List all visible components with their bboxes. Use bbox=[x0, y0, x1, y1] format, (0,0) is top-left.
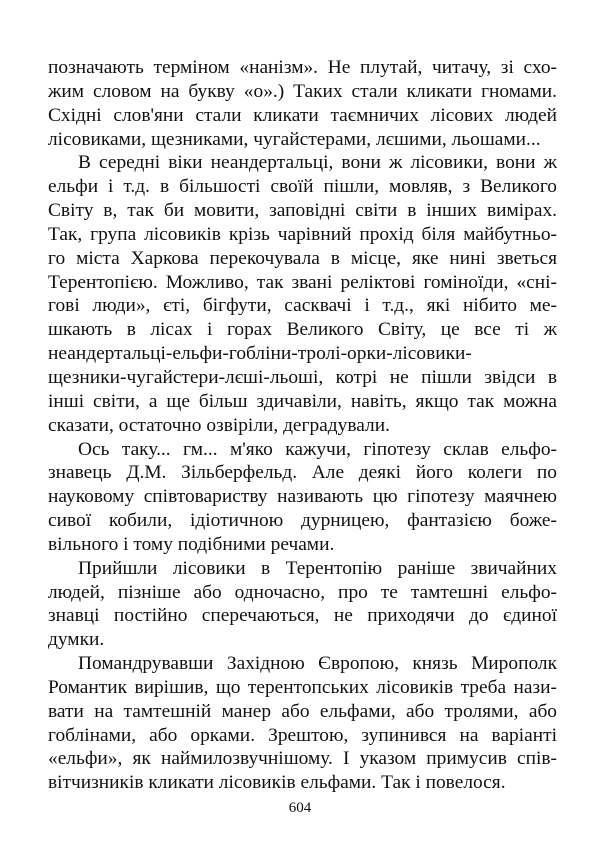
text-line: ельфи і т.д. в більшості своїй пішли, мовляв, з Великого bbox=[48, 176, 557, 198]
text-line: гові люди», єті, бігфути, сасквачі і т.д., які нібито ме- bbox=[48, 295, 557, 317]
text-line: Терентопією. Можливо, так звані реліктові гоміноїди, «сні- bbox=[48, 271, 557, 293]
text-line: «ельфи», як наймилозвучнішому. І указом примусив спів- bbox=[48, 748, 557, 770]
text-line: Так, група лісовиків крізь чарівний прохід біля майбутньо- bbox=[48, 223, 557, 245]
text-line: думки. bbox=[48, 629, 105, 651]
text-line: лісовиками, щезниками, чугайстерами, лєшими, льошами... bbox=[48, 128, 541, 150]
text-line: Світу в, так би мовити, заповідні світи в інших вимірах. bbox=[48, 200, 557, 222]
text-line: знавці постійно сперечаються, не приходячи до єдиної bbox=[48, 605, 557, 627]
text-line: жим словом на букву «о».) Таких стали кликати гномами. bbox=[48, 80, 557, 102]
paragraph-start-line: Прийшли лісовики в Терентопію раніше звичайних bbox=[78, 557, 557, 579]
text-line: Східні слов'яни стали кликати таємничих лісових людей bbox=[48, 104, 557, 126]
text-line: вільного і тому подібними речами. bbox=[48, 533, 335, 555]
text-line: сивої кобили, ідіотичною дурницею, фантазією боже- bbox=[48, 510, 557, 532]
text-line: позначають терміном «нанізм». Не плутай, читачу, зі схо- bbox=[48, 57, 557, 78]
text-line: знавець Д.М. Зільберфельд. Але деякі його колеги по bbox=[48, 462, 557, 484]
text-line: го міста Харкова перекочувала в місце, яке нині зветься bbox=[48, 247, 557, 269]
page-number: 604 bbox=[288, 800, 312, 816]
text-line: вітчизників кликати лісовиків ельфами. Так і повелося. bbox=[48, 772, 506, 794]
paragraph-start-line: Помандрувавши Західною Європою, князь Мирополк bbox=[78, 653, 557, 675]
text-line: щезники-чугайстери-лєші-льоші, котрі не пішли звідси в bbox=[48, 366, 557, 388]
text-line: Романтик вирішив, що терентопських лісовиків треба нази- bbox=[48, 676, 557, 698]
paragraph-start-line: Ось таку... гм... м'яко кажучи, гіпотезу склав ельфо- bbox=[78, 438, 557, 460]
text-line: вати на тамтешній манер або ельфами, або тролями, або bbox=[48, 700, 557, 722]
paragraph-start-line: В середні віки неандертальці, вони ж лісовики, вони ж bbox=[78, 152, 557, 174]
text-line: шкають в лісах і горах Великого Світу, це все ті ж bbox=[48, 319, 557, 341]
text-line: неандертальці-ельфи-гобліни-тролі-орки-лісовики- bbox=[48, 343, 472, 365]
text-line: інші світи, а ще більш здичавіли, навіть, якщо так можна bbox=[48, 390, 557, 412]
text-line: гоблінами, або орками. Зрештою, зупинився на варіанті bbox=[48, 724, 557, 746]
text-line: науковому співтовариству називають цю гіпотезу маячнею bbox=[48, 486, 557, 508]
body-text bbox=[48, 56, 557, 795]
text-line: сказати, остаточно озвіріли, деградували. bbox=[48, 414, 390, 436]
text-line: людей, пізніше або одночасно, про те тамтешні ельфо- bbox=[48, 581, 557, 603]
